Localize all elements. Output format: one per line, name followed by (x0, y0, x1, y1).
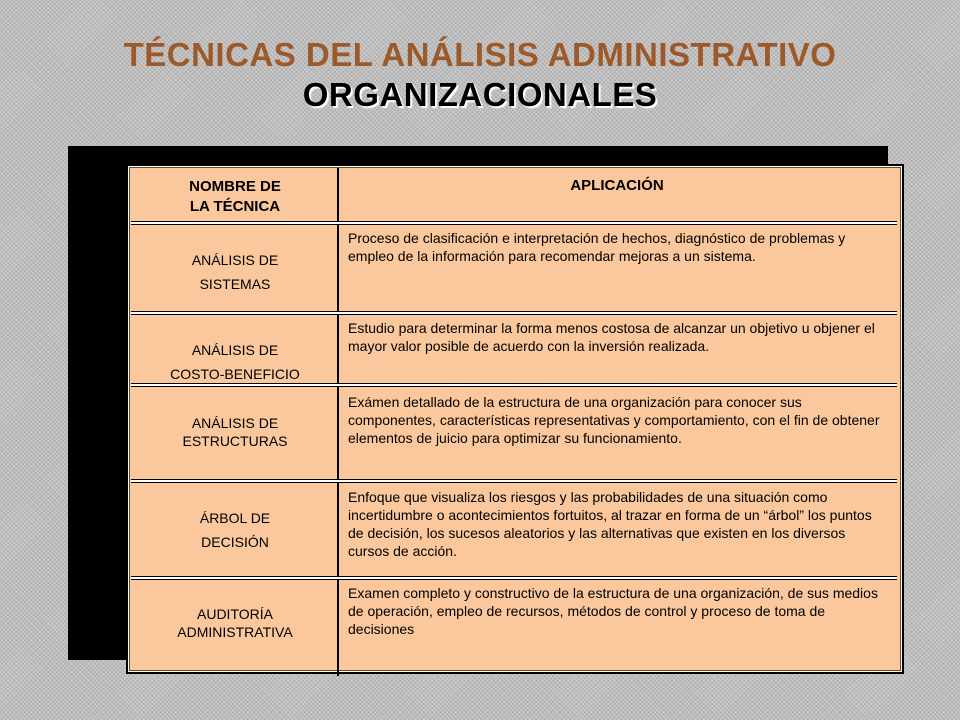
technique-name (135, 414, 335, 450)
technique-description: Exámen detallado de la estructura de una organización para conocer sus componentes, características representativas y comportamiento, con el fin de obtener elementos de juicio para optimizar su funcionamiento. (348, 394, 880, 446)
technique-description: Proceso de clasificación e interpretación de hechos, diagnóstico de problemas y empleo de la información para recomendar mejoras a un sistema. (348, 230, 846, 264)
technique-name-line: ANÁLISIS DE (191, 252, 279, 268)
technique-name-line: ADMINISTRATIVA (177, 624, 293, 640)
column-divider (337, 168, 339, 676)
technique-name-line: AUDITORÍA (197, 606, 273, 622)
row-divider (131, 221, 897, 225)
technique-name (135, 506, 335, 554)
header-application: APLICACIÓN (570, 177, 664, 194)
technique-name (135, 605, 335, 641)
technique-name-line: ESTRUCTURAS (182, 433, 288, 449)
technique-name-line: COSTO-BENEFICIO (170, 366, 300, 382)
technique-name-line: DECISIÓN (201, 534, 269, 550)
slide-title: TÉCNICAS DEL ANÁLISIS ADMINISTRATIVO (123, 36, 837, 73)
technique-name (135, 338, 335, 386)
row-divider (131, 479, 897, 483)
technique-description: Enfoque que visualiza los riesgos y las probabilidades de una situación como incertidumbre o acontecimientos fortuitos, al trazar en forma de un “árbol” los puntos de decisión, los sucesos aleatorios y las alternativas que existen en los diversos cursos de acción. (348, 489, 872, 559)
row-divider (131, 311, 897, 315)
row-divider (131, 576, 897, 580)
header-name: NOMBRE DE LA TÉCNICA (189, 178, 281, 215)
technique-name (135, 248, 335, 296)
technique-name-line: ANÁLISIS DE (191, 342, 279, 358)
technique-name-line: ÁRBOL DE (199, 510, 271, 526)
technique-description: Examen completo y constructivo de la estructura de una organización, de sus medios de operación, empleo de recursos, métodos de control y proceso de toma de decisiones (348, 585, 878, 637)
technique-name-line: SISTEMAS (199, 276, 271, 292)
technique-description: Estudio para determinar la forma menos costosa de alcanzar un objetivo u objener el mayor valor posible de acuerdo con la inversión realizada. (348, 320, 875, 354)
technique-name-line: ANÁLISIS DE (191, 415, 279, 431)
slide-subtitle: ORGANIZACIONALES (302, 76, 658, 113)
